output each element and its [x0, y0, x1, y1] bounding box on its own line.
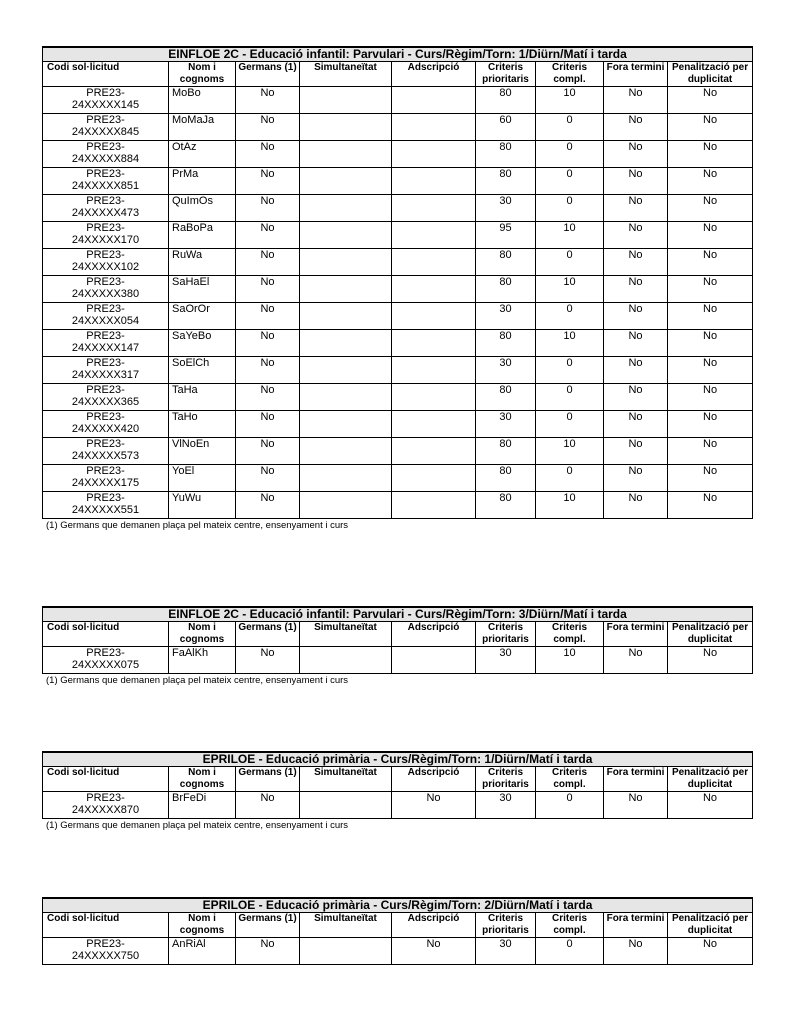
criteris-compl-cell: 0 [536, 411, 604, 438]
adscripcio-cell [392, 141, 476, 168]
penalitzacio-cell: No [668, 647, 753, 674]
criteris-compl-cell: 10 [536, 276, 604, 303]
fora-termini-cell: No [604, 411, 668, 438]
table-row [43, 168, 753, 195]
codi-line-1: PRE23- [86, 141, 125, 153]
applications-table [42, 751, 753, 819]
col-fora-termini: Fora termini [604, 622, 668, 647]
name-cell: SoElCh [169, 357, 236, 384]
simultaneitat-cell [300, 411, 392, 438]
fora-termini-cell: No [604, 249, 668, 276]
codi-line-1: PRE23- [86, 647, 125, 659]
codi-line-1: PRE23- [86, 303, 125, 315]
simultaneitat-cell [300, 384, 392, 411]
criteris-compl-cell: 0 [536, 114, 604, 141]
criteris-prioritaris-cell: 80 [476, 249, 536, 276]
criteris-prioritaris-cell: 80 [476, 276, 536, 303]
table-title-row [43, 607, 753, 622]
section-epriloe-curs1 [42, 751, 752, 831]
col-fora-termini: Fora termini [604, 767, 668, 792]
applications-table [42, 46, 753, 519]
simultaneitat-cell [300, 330, 392, 357]
simultaneitat-cell [300, 141, 392, 168]
codi-cell [43, 357, 169, 384]
germans-cell: No [236, 141, 300, 168]
codi-cell [43, 249, 169, 276]
criteris-prioritaris-cell: 80 [476, 330, 536, 357]
germans-cell: No [236, 411, 300, 438]
name-cell: RaBoPa [169, 222, 236, 249]
simultaneitat-cell [300, 492, 392, 519]
penalitzacio-cell: No [668, 249, 753, 276]
codi-cell [43, 276, 169, 303]
footnote: (1) Germans que demanen plaça pel mateix centre, ensenyament i curs [46, 520, 349, 531]
table-row [43, 87, 753, 114]
adscripcio-cell [392, 114, 476, 141]
codi-line-1: PRE23- [86, 330, 125, 342]
table-header-row [43, 767, 753, 792]
name-cell: OtAz [169, 141, 236, 168]
codi-line-1: PRE23- [86, 357, 125, 369]
penalitzacio-cell: No [668, 465, 753, 492]
table-row [43, 222, 753, 249]
criteris-compl-cell: 10 [536, 330, 604, 357]
table-title: EPRILOE - Educació primària - Curs/Règim/Torn: 2/Diürn/Matí i tarda [43, 898, 753, 913]
codi-cell [43, 384, 169, 411]
germans-cell: No [236, 168, 300, 195]
name-cell: RuWa [169, 249, 236, 276]
table-header-row [43, 622, 753, 647]
table-row [43, 276, 753, 303]
table-row [43, 303, 753, 330]
codi-line-1: PRE23- [86, 792, 125, 804]
name-cell: SaYeBo [169, 330, 236, 357]
criteris-prioritaris-cell: 80 [476, 87, 536, 114]
table-row [43, 465, 753, 492]
codi-line-2: 24XXXXX145 [71, 99, 140, 111]
adscripcio-cell: No [392, 938, 476, 965]
col-criteris-compl: Criteris compl. [536, 767, 604, 792]
simultaneitat-cell [300, 249, 392, 276]
codi-line-2: 24XXXXX845 [71, 126, 140, 138]
germans-cell: No [236, 195, 300, 222]
name-cell: YuWu [169, 492, 236, 519]
name-cell: YoEl [169, 465, 236, 492]
table-row [43, 114, 753, 141]
criteris-prioritaris-cell: 30 [476, 411, 536, 438]
col-codi: Codi sol·licitud [43, 767, 169, 792]
codi-cell [43, 222, 169, 249]
codi-line-1: PRE23- [86, 384, 125, 396]
codi-line-2: 24XXXXX551 [71, 504, 140, 516]
fora-termini-cell: No [604, 276, 668, 303]
simultaneitat-cell [300, 276, 392, 303]
table-row [43, 384, 753, 411]
codi-line-2: 24XXXXX884 [71, 153, 140, 165]
codi-line-1: PRE23- [86, 222, 125, 234]
adscripcio-cell [392, 465, 476, 492]
codi-line-1: PRE23- [86, 492, 125, 504]
codi-line-1: PRE23- [86, 195, 125, 207]
adscripcio-cell [392, 303, 476, 330]
table-row [43, 938, 753, 965]
codi-cell [43, 492, 169, 519]
footnote: (1) Germans que demanen plaça pel mateix centre, ensenyament i curs [46, 820, 349, 831]
criteris-prioritaris-cell: 80 [476, 492, 536, 519]
adscripcio-cell [392, 411, 476, 438]
simultaneitat-cell [300, 465, 392, 492]
table-header-row [43, 62, 753, 87]
col-penalitzacio: Penalització per duplicitat [668, 62, 753, 87]
codi-cell [43, 114, 169, 141]
col-nom: Nom i cognoms [169, 622, 236, 647]
codi-line-2: 24XXXXX170 [71, 234, 140, 246]
adscripcio-cell [392, 195, 476, 222]
col-adscripcio: Adscripció [392, 767, 476, 792]
criteris-prioritaris-cell: 30 [476, 647, 536, 674]
adscripcio-cell [392, 438, 476, 465]
adscripcio-cell [392, 330, 476, 357]
criteris-prioritaris-cell: 80 [476, 168, 536, 195]
simultaneitat-cell [300, 438, 392, 465]
table-row [43, 357, 753, 384]
fora-termini-cell: No [604, 492, 668, 519]
col-nom: Nom i cognoms [169, 767, 236, 792]
penalitzacio-cell: No [668, 330, 753, 357]
germans-cell: No [236, 492, 300, 519]
germans-cell: No [236, 465, 300, 492]
codi-line-2: 24XXXXX317 [71, 369, 140, 381]
col-criteris-prioritaris: Criteris prioritaris [476, 913, 536, 938]
fora-termini-cell: No [604, 168, 668, 195]
codi-line-2: 24XXXXX380 [71, 288, 140, 300]
codi-line-2: 24XXXXX870 [71, 804, 140, 816]
criteris-prioritaris-cell: 80 [476, 384, 536, 411]
adscripcio-cell [392, 492, 476, 519]
name-cell: TaHa [169, 384, 236, 411]
name-cell: PrMa [169, 168, 236, 195]
col-germans: Germans (1) [236, 767, 300, 792]
col-criteris-prioritaris: Criteris prioritaris [476, 767, 536, 792]
adscripcio-cell [392, 357, 476, 384]
penalitzacio-cell: No [668, 168, 753, 195]
penalitzacio-cell: No [668, 87, 753, 114]
criteris-prioritaris-cell: 30 [476, 195, 536, 222]
criteris-prioritaris-cell: 80 [476, 465, 536, 492]
criteris-prioritaris-cell: 80 [476, 438, 536, 465]
germans-cell: No [236, 792, 300, 819]
fora-termini-cell: No [604, 384, 668, 411]
table-row [43, 792, 753, 819]
codi-line-2: 24XXXXX075 [71, 659, 140, 671]
table-row [43, 141, 753, 168]
penalitzacio-cell: No [668, 141, 753, 168]
table-row [43, 249, 753, 276]
codi-cell [43, 792, 169, 819]
name-cell: SaHaEl [169, 276, 236, 303]
codi-line-2: 24XXXXX573 [71, 450, 140, 462]
col-nom: Nom i cognoms [169, 913, 236, 938]
codi-line-2: 24XXXXX054 [71, 315, 140, 327]
fora-termini-cell: No [604, 938, 668, 965]
criteris-compl-cell: 0 [536, 938, 604, 965]
col-codi: Codi sol·licitud [43, 62, 169, 87]
col-penalitzacio: Penalització per duplicitat [668, 767, 753, 792]
col-adscripcio: Adscripció [392, 62, 476, 87]
codi-line-1: PRE23- [86, 938, 125, 950]
codi-cell [43, 141, 169, 168]
germans-cell: No [236, 303, 300, 330]
section-einfloe-curs1 [42, 46, 752, 531]
name-cell: AnRiAl [169, 938, 236, 965]
name-cell: MoMaJa [169, 114, 236, 141]
col-criteris-prioritaris: Criteris prioritaris [476, 622, 536, 647]
simultaneitat-cell [300, 114, 392, 141]
fora-termini-cell: No [604, 792, 668, 819]
codi-cell [43, 195, 169, 222]
penalitzacio-cell: No [668, 222, 753, 249]
codi-line-1: PRE23- [86, 168, 125, 180]
codi-cell [43, 465, 169, 492]
codi-line-2: 24XXXXX147 [71, 342, 140, 354]
fora-termini-cell: No [604, 357, 668, 384]
germans-cell: No [236, 438, 300, 465]
applications-table [42, 606, 753, 674]
criteris-compl-cell: 0 [536, 357, 604, 384]
col-adscripcio: Adscripció [392, 622, 476, 647]
criteris-prioritaris-cell: 30 [476, 938, 536, 965]
codi-cell [43, 438, 169, 465]
col-simultaneitat: Simultaneïtat [300, 62, 392, 87]
col-adscripcio: Adscripció [392, 913, 476, 938]
codi-line-2: 24XXXXX175 [71, 477, 140, 489]
criteris-compl-cell: 0 [536, 303, 604, 330]
fora-termini-cell: No [604, 114, 668, 141]
table-row [43, 492, 753, 519]
col-simultaneitat: Simultaneïtat [300, 622, 392, 647]
penalitzacio-cell: No [668, 195, 753, 222]
col-criteris-compl: Criteris compl. [536, 62, 604, 87]
criteris-compl-cell: 10 [536, 647, 604, 674]
fora-termini-cell: No [604, 141, 668, 168]
penalitzacio-cell: No [668, 384, 753, 411]
penalitzacio-cell: No [668, 114, 753, 141]
penalitzacio-cell: No [668, 357, 753, 384]
codi-line-1: PRE23- [86, 411, 125, 423]
simultaneitat-cell [300, 938, 392, 965]
criteris-compl-cell: 0 [536, 249, 604, 276]
penalitzacio-cell: No [668, 938, 753, 965]
section-epriloe-curs2 [42, 897, 752, 965]
germans-cell: No [236, 249, 300, 276]
simultaneitat-cell [300, 87, 392, 114]
col-criteris-prioritaris: Criteris prioritaris [476, 62, 536, 87]
germans-cell: No [236, 276, 300, 303]
table-row [43, 411, 753, 438]
germans-cell: No [236, 647, 300, 674]
simultaneitat-cell [300, 303, 392, 330]
criteris-prioritaris-cell: 60 [476, 114, 536, 141]
section-einfloe-curs3 [42, 606, 752, 686]
fora-termini-cell: No [604, 87, 668, 114]
table-title: EINFLOE 2C - Educació infantil: Parvulari - Curs/Règim/Torn: 3/Diürn/Matí i tarda [43, 607, 753, 622]
codi-line-1: PRE23- [86, 465, 125, 477]
criteris-prioritaris-cell: 30 [476, 303, 536, 330]
simultaneitat-cell [300, 195, 392, 222]
applications-table [42, 897, 753, 965]
fora-termini-cell: No [604, 195, 668, 222]
col-penalitzacio: Penalització per duplicitat [668, 622, 753, 647]
col-simultaneitat: Simultaneïtat [300, 767, 392, 792]
adscripcio-cell [392, 168, 476, 195]
fora-termini-cell: No [604, 222, 668, 249]
adscripcio-cell: No [392, 792, 476, 819]
penalitzacio-cell: No [668, 792, 753, 819]
germans-cell: No [236, 330, 300, 357]
criteris-compl-cell: 0 [536, 141, 604, 168]
criteris-compl-cell: 10 [536, 438, 604, 465]
col-germans: Germans (1) [236, 62, 300, 87]
col-codi: Codi sol·licitud [43, 622, 169, 647]
codi-line-1: PRE23- [86, 114, 125, 126]
table-title-row [43, 47, 753, 62]
table-title-row [43, 752, 753, 767]
adscripcio-cell [392, 647, 476, 674]
codi-cell [43, 330, 169, 357]
footnote: (1) Germans que demanen plaça pel mateix centre, ensenyament i curs [46, 675, 349, 686]
col-germans: Germans (1) [236, 913, 300, 938]
adscripcio-cell [392, 87, 476, 114]
codi-line-2: 24XXXXX473 [71, 207, 140, 219]
criteris-compl-cell: 0 [536, 195, 604, 222]
codi-cell [43, 938, 169, 965]
penalitzacio-cell: No [668, 492, 753, 519]
table-title: EPRILOE - Educació primària - Curs/Règim/Torn: 1/Diürn/Matí i tarda [43, 752, 753, 767]
germans-cell: No [236, 87, 300, 114]
codi-line-1: PRE23- [86, 276, 125, 288]
codi-cell [43, 303, 169, 330]
fora-termini-cell: No [604, 330, 668, 357]
simultaneitat-cell [300, 792, 392, 819]
fora-termini-cell: No [604, 438, 668, 465]
col-simultaneitat: Simultaneïtat [300, 913, 392, 938]
codi-cell [43, 87, 169, 114]
table-title-row [43, 898, 753, 913]
name-cell: TaHo [169, 411, 236, 438]
criteris-prioritaris-cell: 30 [476, 792, 536, 819]
germans-cell: No [236, 114, 300, 141]
name-cell: QuImOs [169, 195, 236, 222]
table-row [43, 195, 753, 222]
codi-line-1: PRE23- [86, 87, 125, 99]
table-title: EINFLOE 2C - Educació infantil: Parvulari - Curs/Règim/Torn: 1/Diürn/Matí i tarda [43, 47, 753, 62]
criteris-prioritaris-cell: 80 [476, 141, 536, 168]
name-cell: BrFeDi [169, 792, 236, 819]
name-cell: SaOrOr [169, 303, 236, 330]
germans-cell: No [236, 357, 300, 384]
criteris-prioritaris-cell: 30 [476, 357, 536, 384]
table-row [43, 647, 753, 674]
penalitzacio-cell: No [668, 276, 753, 303]
codi-line-1: PRE23- [86, 438, 125, 450]
fora-termini-cell: No [604, 303, 668, 330]
criteris-compl-cell: 0 [536, 168, 604, 195]
criteris-compl-cell: 10 [536, 222, 604, 249]
criteris-compl-cell: 10 [536, 492, 604, 519]
criteris-compl-cell: 0 [536, 792, 604, 819]
adscripcio-cell [392, 384, 476, 411]
codi-line-2: 24XXXXX750 [71, 950, 140, 962]
criteris-compl-cell: 0 [536, 465, 604, 492]
table-header-row [43, 913, 753, 938]
adscripcio-cell [392, 276, 476, 303]
name-cell: MoBo [169, 87, 236, 114]
fora-termini-cell: No [604, 465, 668, 492]
name-cell: FaAlKh [169, 647, 236, 674]
adscripcio-cell [392, 249, 476, 276]
simultaneitat-cell [300, 222, 392, 249]
col-criteris-compl: Criteris compl. [536, 622, 604, 647]
penalitzacio-cell: No [668, 411, 753, 438]
criteris-prioritaris-cell: 95 [476, 222, 536, 249]
codi-cell [43, 168, 169, 195]
germans-cell: No [236, 222, 300, 249]
fora-termini-cell: No [604, 647, 668, 674]
criteris-compl-cell: 0 [536, 384, 604, 411]
criteris-compl-cell: 10 [536, 87, 604, 114]
name-cell: VlNoEn [169, 438, 236, 465]
col-germans: Germans (1) [236, 622, 300, 647]
penalitzacio-cell: No [668, 438, 753, 465]
germans-cell: No [236, 384, 300, 411]
col-criteris-compl: Criteris compl. [536, 913, 604, 938]
codi-line-2: 24XXXXX365 [71, 396, 140, 408]
simultaneitat-cell [300, 647, 392, 674]
codi-line-2: 24XXXXX851 [71, 180, 140, 192]
codi-line-2: 24XXXXX420 [71, 423, 140, 435]
codi-line-1: PRE23- [86, 249, 125, 261]
table-row [43, 330, 753, 357]
adscripcio-cell [392, 222, 476, 249]
codi-line-2: 24XXXXX102 [71, 261, 140, 273]
col-codi: Codi sol·licitud [43, 913, 169, 938]
germans-cell: No [236, 938, 300, 965]
penalitzacio-cell: No [668, 303, 753, 330]
codi-cell [43, 647, 169, 674]
simultaneitat-cell [300, 357, 392, 384]
codi-cell [43, 411, 169, 438]
col-fora-termini: Fora termini [604, 62, 668, 87]
col-penalitzacio: Penalització per duplicitat [668, 913, 753, 938]
col-fora-termini: Fora termini [604, 913, 668, 938]
simultaneitat-cell [300, 168, 392, 195]
col-nom: Nom i cognoms [169, 62, 236, 87]
table-row [43, 438, 753, 465]
